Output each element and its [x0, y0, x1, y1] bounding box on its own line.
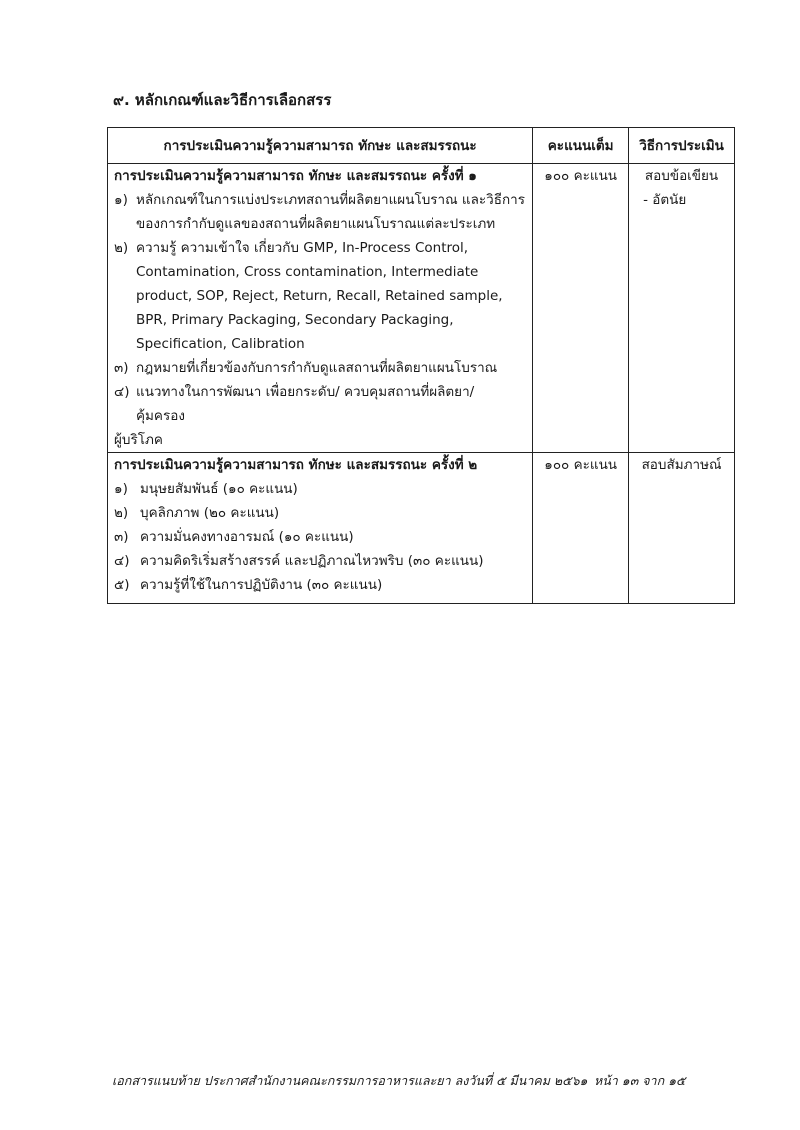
- list-item: [114, 188, 526, 236]
- selection-criteria-table: [107, 127, 735, 604]
- list-item: [114, 356, 526, 380]
- item-number: ๒): [114, 240, 129, 256]
- item-number: ๔): [114, 553, 130, 569]
- list-item: [114, 573, 526, 597]
- list-item: [114, 501, 526, 525]
- item-number: ๑): [114, 192, 128, 208]
- item-number: ๕): [114, 577, 130, 593]
- item-text: ความคิดริเริ่มสร้างสรรค์ และปฏิภาณไหวพริบ (๓๐ คะแนน): [140, 553, 484, 569]
- item-text: บุคลิกภาพ (๒๐ คะแนน): [140, 505, 280, 521]
- assessment-cell: [108, 453, 533, 604]
- full-score-cell: ๑๐๐ คะแนน: [533, 164, 629, 453]
- footer-document-note: เอกสารแนบท้าย ประกาศสำนักงานคณะกรรมการอาหารและยา ลงวันที่ ๕ มีนาคม ๒๕๖๑: [112, 1073, 588, 1088]
- item-number: ๑): [114, 481, 128, 497]
- table-row: [108, 164, 735, 453]
- list-item-continuation: ผู้บริโภค: [114, 432, 163, 448]
- item-number: ๔): [114, 384, 130, 400]
- table-row: [108, 453, 735, 604]
- item-text: หลักเกณฑ์ในการแบ่งประเภทสถานที่ผลิตยาแผนโบราณ และวิธีการของการกำกับดูแลของสถานที่ผลิตยาแผนโบราณแต่ละประเภท: [136, 192, 525, 232]
- full-score-cell: ๑๐๐ คะแนน: [533, 453, 629, 604]
- item-text: กฎหมายที่เกี่ยวข้องกับการกำกับดูแลสถานที่ผลิตยาแผนโบราณ: [136, 360, 498, 376]
- list-item: [114, 525, 526, 549]
- list-item: [114, 549, 526, 573]
- item-number: ๓): [114, 529, 129, 545]
- page-number: หน้า ๑๓ จาก ๑๕: [594, 1073, 686, 1088]
- table-header-row: [108, 128, 735, 164]
- round-title: การประเมินความรู้ความสามารถ ทักษะ และสมรรถนะ ครั้งที่ ๒: [114, 457, 478, 473]
- assessment-cell: [108, 164, 533, 453]
- item-text: ความมั่นคงทางอารมณ์ (๑๐ คะแนน): [140, 529, 354, 545]
- item-text: ความรู้ ความเข้าใจ เกี่ยวกับ GMP, In-Process Control, Contamination, Cross contamination, Intermediate product, SOP, Reject, Return, Recall, Retained sample, BPR, Primary Packaging, Secondary Packaging, Specification, Calibration: [136, 240, 503, 352]
- item-text: มนุษยสัมพันธ์ (๑๐ คะแนน): [140, 481, 298, 497]
- item-text: แนวทางในการพัฒนา เพื่อยกระดับ/ ควบคุมสถานที่ผลิตยา/ คุ้มครอง: [136, 384, 475, 424]
- method-line: สอบข้อเขียน: [644, 168, 719, 184]
- item-text: ความรู้ที่ใช้ในการปฏิบัติงาน (๓๐ คะแนน): [140, 577, 383, 593]
- round-title: การประเมินความรู้ความสามารถ ทักษะ และสมรรถนะ ครั้งที่ ๑: [114, 168, 477, 184]
- list-item: [114, 477, 526, 501]
- list-item: [114, 236, 526, 356]
- section-title: ๙. หลักเกณฑ์และวิธีการเลือกสรร: [113, 91, 332, 109]
- method-line: สอบสัมภาษณ์: [641, 457, 722, 473]
- method-line: - อัตนัย: [643, 192, 687, 208]
- header-assessment: การประเมินความรู้ความสามารถ ทักษะ และสมรรถนะ: [108, 128, 533, 164]
- page-footer: [112, 1071, 686, 1091]
- method-cell: [629, 164, 735, 453]
- method-cell: [629, 453, 735, 604]
- item-number: ๒): [114, 505, 129, 521]
- header-method: วิธีการประเมิน: [629, 128, 735, 164]
- list-item: [114, 380, 526, 428]
- header-full-score: คะแนนเต็ม: [533, 128, 629, 164]
- item-number: ๓): [114, 360, 129, 376]
